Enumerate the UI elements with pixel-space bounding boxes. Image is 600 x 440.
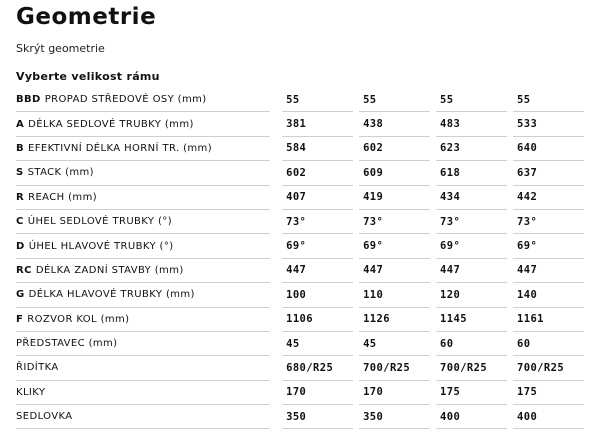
size-value-4: 637 (513, 161, 584, 185)
size-value-4: 700/R25 (513, 356, 584, 380)
row-label (16, 381, 270, 405)
size-value-3: 69° (436, 234, 507, 258)
size-value-1: 45 (282, 332, 353, 356)
size-value-3: 55 (436, 88, 507, 112)
row-label (16, 210, 270, 234)
size-value-3: 447 (436, 259, 507, 283)
size-value-2: 609 (359, 161, 430, 185)
size-value-2: 45 (359, 332, 430, 356)
table-row (16, 381, 584, 405)
row-label (16, 186, 270, 210)
measure-name: ŘIDÍTKA (16, 362, 59, 374)
size-value-2: 602 (359, 137, 430, 161)
table-row (16, 137, 584, 161)
measure-name: DÉLKA ZADNÍ STAVBY (mm) (35, 264, 184, 276)
size-value-3: 120 (436, 283, 507, 307)
measure-name: PROPAD STŘEDOVÉ OSY (mm) (44, 94, 207, 106)
measure-name: DÉLKA SEDLOVÉ TRUBKY (mm) (28, 118, 194, 130)
size-value-2: 419 (359, 186, 430, 210)
size-value-4: 60 (513, 332, 584, 356)
size-value-4: 73° (513, 210, 584, 234)
size-value-1: 73° (282, 210, 353, 234)
size-value-4: 640 (513, 137, 584, 161)
size-value-3: 618 (436, 161, 507, 185)
size-value-1: 680/R25 (282, 356, 353, 380)
measure-code: F (16, 313, 24, 325)
size-value-4: 447 (513, 259, 584, 283)
table-row (16, 234, 584, 258)
size-value-3: 60 (436, 332, 507, 356)
measure-name: PŘEDSTAVEC (mm) (16, 338, 118, 350)
size-value-2: 110 (359, 283, 430, 307)
size-value-1: 584 (282, 137, 353, 161)
measure-name: EFEKTIVNÍ DÉLKA HORNÍ TR. (mm) (28, 142, 212, 154)
size-value-2: 73° (359, 210, 430, 234)
size-value-3: 1145 (436, 308, 507, 332)
size-value-3: 434 (436, 186, 507, 210)
row-label (16, 234, 270, 258)
measure-code: A (16, 118, 25, 130)
table-row (16, 88, 584, 112)
measure-name: SEDLOVKA (16, 411, 73, 423)
size-value-2: 350 (359, 405, 430, 429)
measure-code: S (16, 167, 24, 179)
measure-name: ROZVOR KOL (mm) (27, 313, 130, 325)
size-value-2: 438 (359, 112, 430, 136)
row-label (16, 332, 270, 356)
size-value-2: 170 (359, 381, 430, 405)
measure-name: DÉLKA HLAVOVÉ TRUBKY (mm) (28, 289, 195, 301)
size-value-2: 1126 (359, 308, 430, 332)
measure-name: STACK (mm) (27, 167, 94, 179)
size-value-3: 700/R25 (436, 356, 507, 380)
size-value-1: 69° (282, 234, 353, 258)
size-value-1: 350 (282, 405, 353, 429)
size-value-4: 533 (513, 112, 584, 136)
size-value-1: 602 (282, 161, 353, 185)
size-value-4: 55 (513, 88, 584, 112)
measure-code: C (16, 216, 24, 228)
size-value-1: 100 (282, 283, 353, 307)
table-row (16, 112, 584, 136)
row-label (16, 259, 270, 283)
size-value-3: 400 (436, 405, 507, 429)
measure-name: ÚHEL SEDLOVÉ TRUBKY (°) (27, 216, 172, 228)
measure-code: G (16, 289, 25, 301)
size-value-2: 69° (359, 234, 430, 258)
measure-code: BBD (16, 94, 41, 106)
size-value-1: 447 (282, 259, 353, 283)
row-label (16, 356, 270, 380)
size-value-4: 400 (513, 405, 584, 429)
size-value-1: 1106 (282, 308, 353, 332)
size-value-2: 447 (359, 259, 430, 283)
size-value-4: 69° (513, 234, 584, 258)
size-value-1: 170 (282, 381, 353, 405)
page-title: Geometrie (16, 4, 157, 30)
measure-name: KLIKY (16, 386, 46, 398)
table-row (16, 405, 584, 429)
size-value-3: 483 (436, 112, 507, 136)
row-label (16, 112, 270, 136)
row-label (16, 161, 270, 185)
measure-name: ÚHEL HLAVOVÉ TRUBKY (°) (28, 240, 174, 252)
table-row (16, 356, 584, 380)
size-value-2: 55 (359, 88, 430, 112)
size-value-3: 175 (436, 381, 507, 405)
row-label (16, 283, 270, 307)
size-value-4: 175 (513, 381, 584, 405)
row-label (16, 137, 270, 161)
size-value-1: 407 (282, 186, 353, 210)
measure-code: RC (16, 264, 32, 276)
table-row (16, 259, 584, 283)
size-value-4: 1161 (513, 308, 584, 332)
size-value-3: 73° (436, 210, 507, 234)
table-row (16, 161, 584, 185)
measure-code: B (16, 142, 25, 154)
row-label (16, 88, 270, 112)
size-value-4: 442 (513, 186, 584, 210)
size-value-4: 140 (513, 283, 584, 307)
table-row (16, 186, 584, 210)
table-row (16, 283, 584, 307)
measure-code: R (16, 191, 25, 203)
hide-geometry-toggle[interactable]: Skrýt geometrie (16, 42, 105, 55)
table-row (16, 210, 584, 234)
size-value-1: 55 (282, 88, 353, 112)
table-row (16, 332, 584, 356)
geometry-table (16, 88, 584, 429)
size-value-1: 381 (282, 112, 353, 136)
measure-code: D (16, 240, 25, 252)
measure-name: REACH (mm) (28, 191, 98, 203)
row-label (16, 308, 270, 332)
size-value-2: 700/R25 (359, 356, 430, 380)
frame-size-heading: Vyberte velikost rámu (16, 70, 160, 83)
size-value-3: 623 (436, 137, 507, 161)
table-row (16, 308, 584, 332)
row-label (16, 405, 270, 429)
